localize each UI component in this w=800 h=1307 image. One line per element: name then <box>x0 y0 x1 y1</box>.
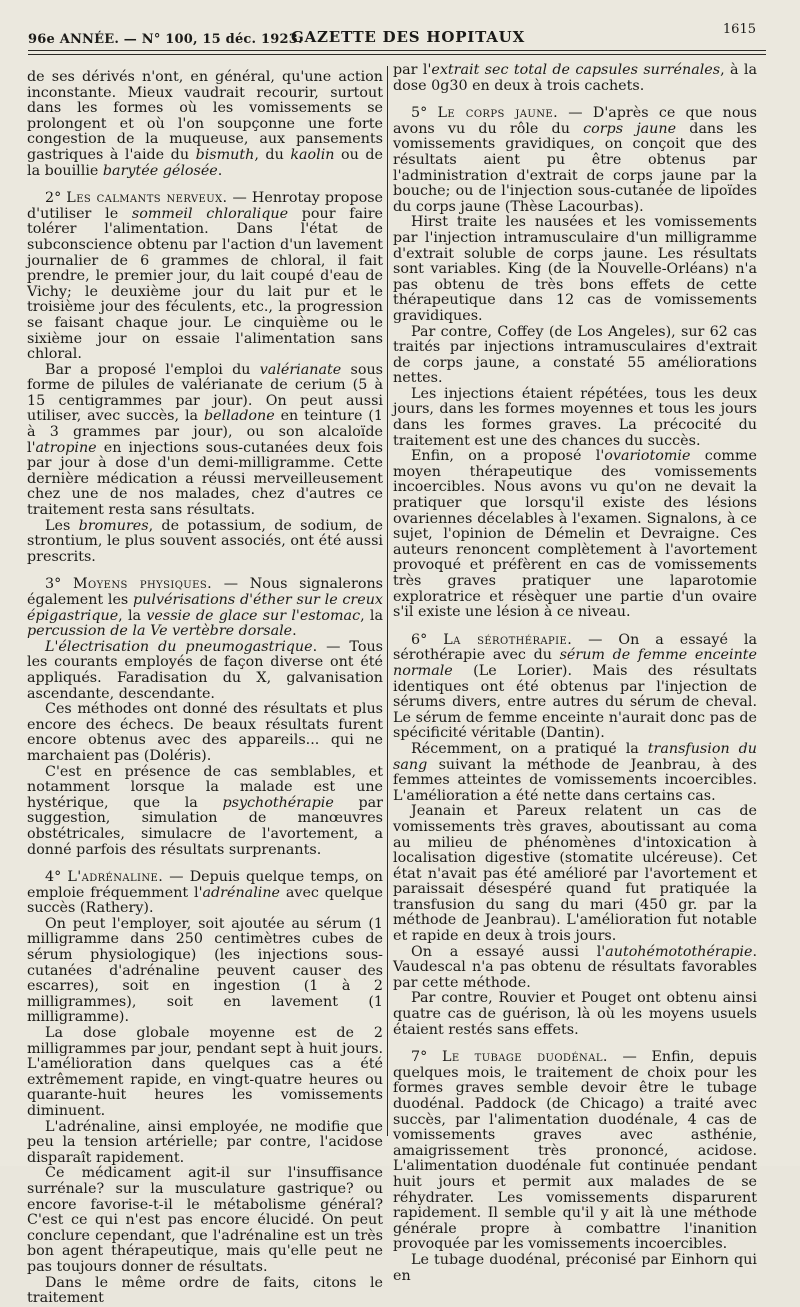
paragraph: Récemment, on a pratiqué la transfusion du sang suivant la méthode de Jeanbrau, à des femmes atteintes de vomissements incoercibles. L'amélioration a été nette dans certains cas. <box>393 740 757 804</box>
page-header <box>28 22 760 58</box>
paragraph: Le tubage duodénal, préconisé par Einhorn qui en <box>393 1251 757 1284</box>
paragraph: Les injections étaient répétées, tous les deux jours, dans les formes moyennes et tous les jours dans les formes graves. La précocité du traitement est une des chances du succès. <box>393 385 757 449</box>
section-heading: Moyens physiques. <box>72 576 213 593</box>
section-adrenaline: 4° L'adrénaline. — Depuis quelque temps, on emploie fréquemment l'adrénaline avec quelque succès (Rathery). <box>27 869 383 917</box>
journal-title: GAZETTE DES HOPITAUX <box>291 28 526 46</box>
paragraph: Par contre, Rouvier et Pouget ont obtenu ainsi quatre cas de guérison, là où les moyens usuels étaient restés sans effets. <box>393 990 757 1038</box>
section-corps-jaune: 5° Le corps jaune. — D'après ce que nous avons vu du rôle du corps jaune dans les vomissements gravidiques, on conçoit que des résultats aient pu être obtenus par l'administration d'extrait de corps jaune par la bouche; ou de l'injection sous-cutanée de lipoïdes du corps jaune (Thèse Lacourbas). <box>393 105 757 215</box>
paragraph: Enfin, on a proposé l'ovariotomie comme moyen thérapeutique des vomissements incoercibles. Nous avons vu qu'on ne devait la pratiquer que lorsqu'il existe des lésions ovariennes décelables à l'examen. Signalons, à ce sujet, l'opinion de Démelin et Devraigne. Ces auteurs renoncent complètement à l'avortement provoqué et préfèrent en cas de vomissements très graves pratiquer une laparotomie exploratrice et résèquer une partie d'un ovaire s'il existe une lésion à ce niveau. <box>393 448 757 621</box>
header-rule <box>28 50 766 51</box>
paragraph: Jeanain et Pareux relatent un cas de vomissements très graves, aboutissant au coma au milieu de phénomènes d'intoxication à localisation digestive (stomatite ulcéreuse). Cet état n'avait pas été amélioré par l'avortement et paraissait désespéré quand fut pratiquée la transfusion du sang du mari (450 gr. par la méthode de Jeanbrau). L'amélioration fut notable et rapide en deux à trois jours. <box>393 803 757 945</box>
right-column <box>393 63 757 1284</box>
paragraph: Dans le même ordre de faits, citons le traitement <box>27 1274 383 1307</box>
paragraph: Bar a proposé l'emploi du valérianate sous forme de pilules de valérianate de cerium (5 à 15 centigrammes par jour). On peut aussi utiliser, avec succès, la belladone en teinture (1 à 3 grammes par jour), ou son alcaloïde l'atropine en injections sous-cutanées deux fois par jour à dose d'un demi-milligramme. Cette dernière médication a réussi merveilleusement chez une de nos malades, chez d'autres ce traitement resta sans résultats. <box>27 361 383 519</box>
paragraph: par l'extrait sec total de capsules surrénales, à la dose 0g30 en deux à trois cachets. <box>393 62 757 94</box>
paragraph: On peut l'employer, soit ajoutée au sérum (1 milligramme dans 250 centimètres cubes de sérum physiologique) (les injections sous-cutanées d'adrénaline peuvent causer des escarres), soit en ingestion (1 à 2 milligrammes), soit en lavement (1 milligramme). <box>27 915 383 1026</box>
paragraph: de ses dérivés n'ont, en général, qu'une action inconstante. Mieux vaudrait recourir, surtout dans les formes où les vomissements se prolongent et où l'on soupçonne une forte congestion de la muqueuse, aux pansements gastriques à l'aide du bismuth, du kaolin ou de la bouillie barytée gélosée. <box>27 69 383 179</box>
paragraph: On a essayé aussi l'autohémotothérapie. Vaudescal n'a pas obtenu de résultats favorables par cette méthode. <box>393 943 757 991</box>
section-tubage-duodenal: 7° Le tubage duodénal. — Enfin, depuis quelques mois, le traitement de choix pour les formes graves semble devoir être le tubage duodénal. Paddock (de Chicago) a traité avec succès, par l'alimentation duodénale, 4 cas de vomissements graves avec asthénie, amaigrissement très prononcé, acidose. L'alimentation duodénale fut continuée pendant huit jours et permit aux malades de se réhydrater. Les vomissements disparurent rapidement. Il semble qu'il y ait là une méthode générale propre à combattre l'inanition provoquée par les vomissements incoercibles. <box>393 1049 758 1253</box>
section-serotherapie: 6° La sérothérapie. — On a essayé la sérothérapie avec du sérum de femme enceinte normale (Le Lorier). Mais des résultats identiques ont été obtenus par l'injection de sérums divers, entre autres du sérum de cheval. Le sérum de femme enceinte n'aurait donc pas de spécificité véritable (Dantin). <box>393 631 758 742</box>
issue-line: 96e ANNÉE. — N° 100, 15 déc. 1923. <box>28 32 303 47</box>
column-divider <box>387 66 388 1136</box>
left-column <box>27 70 383 1307</box>
paragraph: Par contre, Coffey (de Los Angeles), sur 62 cas traités par injections intramusculaires d'extrait de corps jaune, a constaté 55 améliorations nettes. <box>393 323 757 387</box>
paragraph: La dose globale moyenne est de 2 milligrammes par jour, pendant sept à huit jours. L'amélioration dans quelques cas a été extrêmement rapide, en vingt-quatre heures ou quarante-huit heures les vomissements diminuent. <box>27 1025 384 1119</box>
section-heading: La sérothérapie. <box>443 631 573 648</box>
paragraph: L'adrénaline, ainsi employée, ne modifie que peu la tension artérielle; par contre, l'acidose disparaît rapidement. <box>27 1118 383 1166</box>
section-heading: L'adrénaline. <box>67 869 164 886</box>
page-number: 1615 <box>722 22 756 37</box>
paragraph: Ce médicament agit-il sur l'insuffisance surrénale? sur la musculature gastrique? ou encore favorise-t-il le métabolisme général? C'est ce qui n'est pas encore élucidé. On peut conclure cependant, que l'adrénaline est un très bon agent thérapeutique, mais qu'elle peut ne pas toujours donner de résultats. <box>27 1165 383 1275</box>
paragraph: C'est en présence de cas semblables, et notamment lorsque la malade est une hystérique, que la psychothérapie par suggestion, simulation de manœuvres obstétricales, simulacre de l'avortement, a donné parfois des résultats surprenants. <box>27 763 383 858</box>
paragraph: Ces méthodes ont donné des résultats et plus encore des échecs. De beaux résultats furent encore obtenus avec des appareils... qui ne marchaient pas (Doléris). <box>27 701 383 764</box>
section-heading: Le tubage duodénal. <box>441 1049 608 1066</box>
header-rule-thin <box>28 54 766 55</box>
section-moyens-physiques: 3° Moyens physiques. — Nous signalerons également les pulvérisations d'éther sur le creux épigastrique, la vessie de glace sur l'estomac, la percussion de la Ve vertèbre dorsale. <box>27 576 383 640</box>
paragraph: Hirst traite les nausées et les vomissements par l'injection intramusculaire d'un milligramme d'extrait soluble de corps jaune. Les résultats sont variables. King (de la Nouvelle-Orléans) n'a pas obtenu de très bons effets de cette thérapeutique dans 12 cas de vomissements gravidiques. <box>393 214 757 324</box>
paragraph: Les bromures, de potassium, de sodium, de strontium, le plus souvent associés, ont été aussi prescrits. <box>27 517 383 565</box>
section-heading: Le corps jaune. <box>437 105 559 122</box>
section-calmants-nerveux: 2° Les calmants nerveux. — Henrotay propose d'utiliser le sommeil chloralique pour faire tolérer l'alimentation. Dans l'état de subconscience obtenu par l'action d'un lavement journalier de 6 grammes de chloral, il fait prendre, le premier jour, du lait coupé d'eau de Vichy; le deuxième jour du lait pur et le troisième jour des féculents, etc., la progression se faisant chaque jour. Le cinquième ou le sixième jour on essaie l'alimentation sans chloral. <box>27 190 384 363</box>
section-heading: Les calmants nerveux. <box>66 190 228 207</box>
paragraph: L'électrisation du pneumogastrique. — Tous les courants employés de façon diverse ont été appliqués. Faradisation du X, galvanisation ascendante, descendante. <box>27 638 383 702</box>
